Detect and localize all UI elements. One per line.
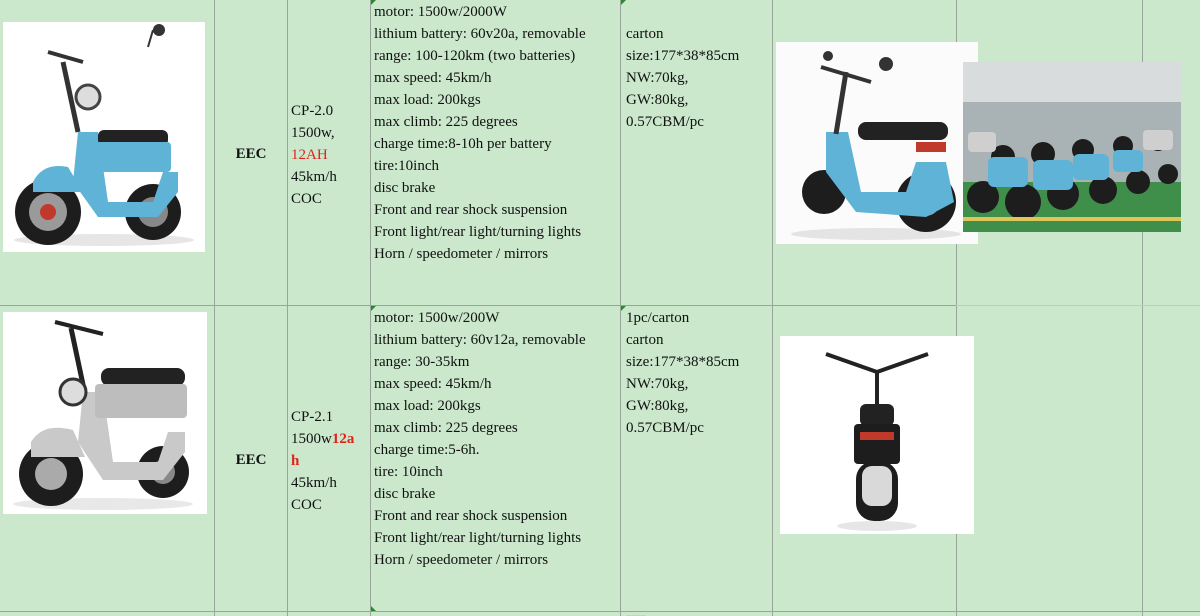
spec-line: Front and rear shock suspension [374, 508, 568, 524]
certification-cell: EEC [235, 146, 267, 162]
silver-scooter-rear-photo[interactable] [780, 336, 974, 534]
scooter-side-icon [3, 22, 205, 252]
model-cell [291, 406, 354, 516]
model-battery: 12AH [291, 147, 328, 163]
packing-line: 0.57CBM/pc [626, 420, 704, 436]
packing-line: size:177*38*85cm [626, 354, 740, 370]
packing-line: NW:70kg, [626, 376, 689, 392]
spec-line: tire:10inch [374, 158, 439, 174]
packing-line: 1pc/carton [626, 310, 690, 326]
packing-line: 0.57CBM/pc [626, 114, 704, 130]
spec-line: charge time:8-10h per battery [374, 136, 552, 152]
model-power [291, 428, 354, 450]
model-power: 1500w, [291, 125, 335, 141]
spec-line: max speed: 45km/h [374, 376, 492, 392]
spec-line: tire: 10inch [374, 464, 443, 480]
spec-line: Horn / speedometer / mirrors [374, 246, 549, 262]
column-divider [214, 0, 215, 616]
spec-line: Horn / speedometer / mirrors [374, 552, 549, 568]
model-name: CP-2.1 [291, 409, 334, 425]
row-divider [0, 305, 956, 306]
spec-line: lithium battery: 60v20a, removable [374, 26, 586, 42]
model-name: CP-2.0 [291, 103, 334, 119]
spec-line: max load: 200kgs [374, 92, 481, 108]
model-cell [291, 100, 337, 210]
model-speed: 45km/h [291, 169, 337, 185]
spec-line: max load: 200kgs [374, 398, 481, 414]
cell-marker [621, 0, 626, 5]
model-battery-unit: h [291, 453, 300, 469]
spec-line: max climb: 225 degrees [374, 420, 518, 436]
spec-line: max climb: 225 degrees [374, 114, 518, 130]
silver-scooter-side-photo[interactable] [3, 312, 207, 514]
spec-line: lithium battery: 60v12a, removable [374, 332, 586, 348]
spec-line: motor: 1500w/200W [374, 310, 500, 326]
cell-marker [371, 606, 376, 611]
spec-line: range: 100-120km (two batteries) [374, 48, 576, 64]
packing-line: carton [626, 332, 664, 348]
blue-scooter-rear-photo[interactable] [776, 42, 978, 244]
row-divider [956, 305, 1200, 306]
packing-line: carton [626, 26, 664, 42]
spec-line: Front and rear shock suspension [374, 202, 568, 218]
packing-line: GW:80kg, [626, 92, 689, 108]
spec-line: disc brake [374, 486, 436, 502]
certification-cell: EEC [235, 452, 267, 468]
packing-cell [626, 307, 739, 439]
spec-cell [374, 307, 586, 571]
row-divider [0, 611, 1200, 612]
spec-line: motor: 1500w/2000W [374, 4, 507, 20]
model-power-value: 1500w [291, 431, 332, 447]
model-speed: 45km/h [291, 475, 337, 491]
scooter-rear-angle-icon [776, 42, 978, 244]
packing-cell [626, 23, 739, 133]
model-certificate: COC [291, 497, 322, 513]
column-divider [287, 0, 288, 616]
factory-warehouse-photo[interactable] [963, 62, 1181, 232]
spec-line: charge time:5-6h. [374, 442, 480, 458]
column-divider [772, 0, 773, 616]
packing-line: size:177*38*85cm [626, 48, 740, 64]
scooter-side-icon [3, 312, 207, 514]
model-battery: 12a [331, 431, 355, 447]
spec-cell [374, 1, 586, 265]
spec-line: range: 30-35km [374, 354, 470, 370]
spec-line: disc brake [374, 180, 436, 196]
spec-line: Front light/rear light/turning lights [374, 530, 582, 546]
packing-line: GW:80kg, [626, 398, 689, 414]
spec-line: max speed: 45km/h [374, 70, 492, 86]
packing-line: NW:70kg, [626, 70, 689, 86]
blue-scooter-side-photo[interactable] [3, 22, 205, 252]
model-certificate: COC [291, 191, 322, 207]
scooter-fleet-icon [963, 62, 1181, 232]
spec-line: Front light/rear light/turning lights [374, 224, 582, 240]
next-row-text: ........... [626, 608, 646, 616]
scooter-rear-icon [780, 336, 974, 534]
